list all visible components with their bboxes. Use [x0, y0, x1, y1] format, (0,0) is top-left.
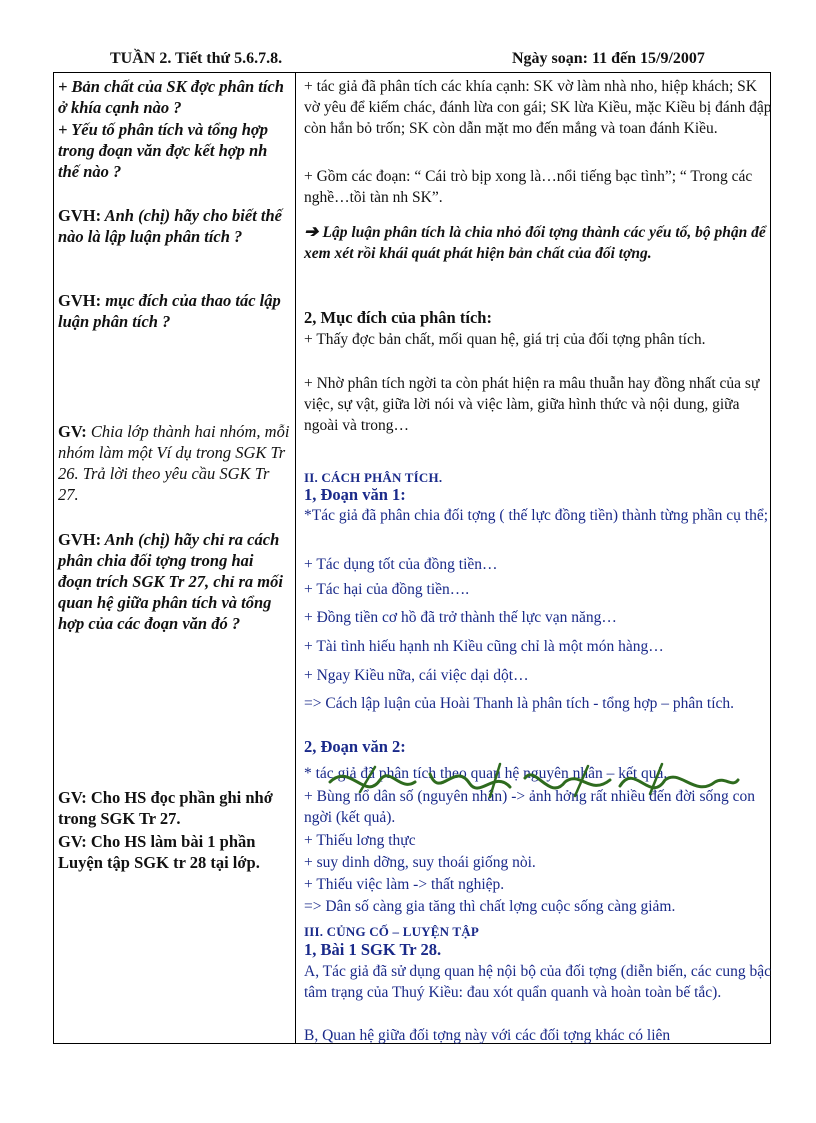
para2-item-3: + suy dinh dỡng, suy thoái giống nòi. [304, 854, 536, 871]
definition-body: Lập luận phân tích là chia nhỏ đối tợng thành các yếu tố, bộ phận để xem xét rồi khái quát phát hiện bản chất của đối tợng. [304, 224, 766, 262]
heading-paragraph-1: 1, Đoạn văn 1: [304, 485, 406, 504]
section-heading-3: III. CỦNG CỐ – LUYỆN TẬP [304, 924, 480, 939]
left-instruction-2: GV: Cho HS làm bài 1 phần Luyện tập SGK tr 28 tại lớp. [58, 832, 260, 872]
left-question-6 [58, 529, 290, 634]
question-text: Anh (chị) hãy cho biết thế nào là lập luận phân tích ? [58, 206, 282, 246]
exercise-answer-a: A, Tác giả đã sử dụng quan hệ nội bộ của đối tợng (diễn biến, các cung bậc tâm trạng của Thuý Kiều: đau xót quẩn quanh và hoàn toàn bế tắc). [304, 963, 771, 1001]
header-lesson: TUẦN 2. Tiết thứ 5.6.7.8. [110, 50, 283, 67]
left-question-5 [58, 421, 290, 505]
question-text: Chia lớp thành hai nhóm, mỗi nhóm làm một Ví dụ trong SGK Tr 26. Trả lời theo yêu cầu SGK Tr 27. [58, 422, 290, 504]
para1-item-1: + Tác dụng tốt của đồng tiền… [304, 556, 498, 573]
para2-item-1: + Bùng nổ dân số (nguyên nhân) -> ảnh hởng rất nhiều đến đời sống con ngời (kết quả). [304, 788, 756, 826]
para1-item-4: + Tài tình hiếu hạnh nh Kiều cũng chỉ là một món hàng… [304, 638, 664, 655]
para2-intro: * tác giả đã phân tích theo quan hệ nguyên nhân – kết quả. [304, 765, 668, 782]
definition-text [304, 221, 772, 264]
scribble-strokes-secondary [360, 764, 662, 797]
teacher-label: GVH: [58, 291, 102, 310]
para1-item-5: + Ngay Kiều nữa, cái việc dại dột… [304, 667, 529, 684]
left-question-3 [58, 205, 290, 247]
column-divider [295, 73, 296, 1043]
para1-item-2: + Tác hại của đồng tiền…. [304, 581, 470, 598]
para1-intro: *Tác giả đã phân chia đối tợng ( thế lực đồng tiền) thành từng phần cụ thể; [304, 507, 769, 524]
question-text: mục đích của thao tác lập luận phân tích ? [58, 291, 281, 331]
handwriting-scribble [320, 752, 740, 812]
purpose-2: + Nhờ phân tích ngời ta còn phát hiện ra mâu thuẫn hay đồng nhất của sự việc, sự vật, giữa lời nói và việc làm, giữa hình thức và nội dung, giữa ngoài và trong… [304, 375, 760, 434]
analysis-aspects: + tác giả đã phân tích các khía cạnh: SK vờ làm nhà nho, hiệp khách; SK vờ yêu để kiếm chác, đánh lừa con gái; SK lừa Kiều, mặc Kiều bị đánh đập còn hắn bỏ trốn; SK còn dẫn mặt mo đến mắng và toan đánh Kiều. [304, 78, 772, 137]
lesson-table [53, 72, 771, 1044]
teacher-label: GVH: [58, 530, 102, 549]
para2-conclusion: => Dân số càng gia tăng thì chất lợng cuộc sống càng giảm. [304, 898, 676, 915]
heading-exercise-1: 1, Bài 1 SGK Tr 28. [304, 940, 442, 959]
scribble-stroke [330, 774, 738, 788]
left-question-4 [58, 290, 290, 332]
purpose-1: + Thấy đợc bản chất, mối quan hệ, giá trị của đối tợng phân tích. [304, 331, 706, 348]
para2-item-4: + Thiếu việc làm -> thất nghiệp. [304, 876, 505, 893]
teacher-label: GV: [58, 422, 87, 441]
para1-conclusion: => Cách lập luận của Hoài Thanh là phân tích - tổng hợp – phân tích. [304, 695, 735, 712]
left-question-2: + Yếu tố phân tích và tổng hợp trong đoạn văn đợc kết hợp nh thế nào ? [58, 120, 269, 181]
left-instruction-1: GV: Cho HS đọc phần ghi nhớ trong SGK Tr 27. [58, 788, 273, 828]
question-text: Anh (chị) hãy chỉ ra cách phân chia đối tợng trong hai đoạn trích SGK Tr 27, chỉ ra mối quan hệ giữa phân tích và tổng hợp của các đoạn văn đó ? [58, 530, 283, 633]
exercise-answer-b: B, Quan hệ giữa đối tợng này với các đối tợng khác có liên [304, 1027, 671, 1044]
paragraph-segments: + Gồm các đoạn: “ Cái trò bịp xong là…nổi tiếng bạc tình”; “ Trong các nghề…tồi tàn nh SK”. [304, 168, 753, 206]
arrow-right-icon: ➔ [304, 222, 323, 241]
teacher-label: GVH: [58, 206, 102, 225]
para2-item-2: + Thiếu lơng thực [304, 832, 416, 849]
header-date: Ngày soạn: 11 đến 15/9/2007 [512, 50, 705, 67]
left-question-1: + Bản chất của SK đợc phân tích ở khía cạnh nào ? [58, 77, 284, 117]
para1-item-3: + Đồng tiền cơ hồ đã trở thành thế lực vạn năng… [304, 609, 617, 626]
heading-purpose: 2, Mục đích của phân tích: [304, 308, 492, 327]
section-heading-2: II. CÁCH PHÂN TÍCH. [304, 470, 443, 485]
heading-paragraph-2: 2, Đoạn văn 2: [304, 737, 406, 756]
